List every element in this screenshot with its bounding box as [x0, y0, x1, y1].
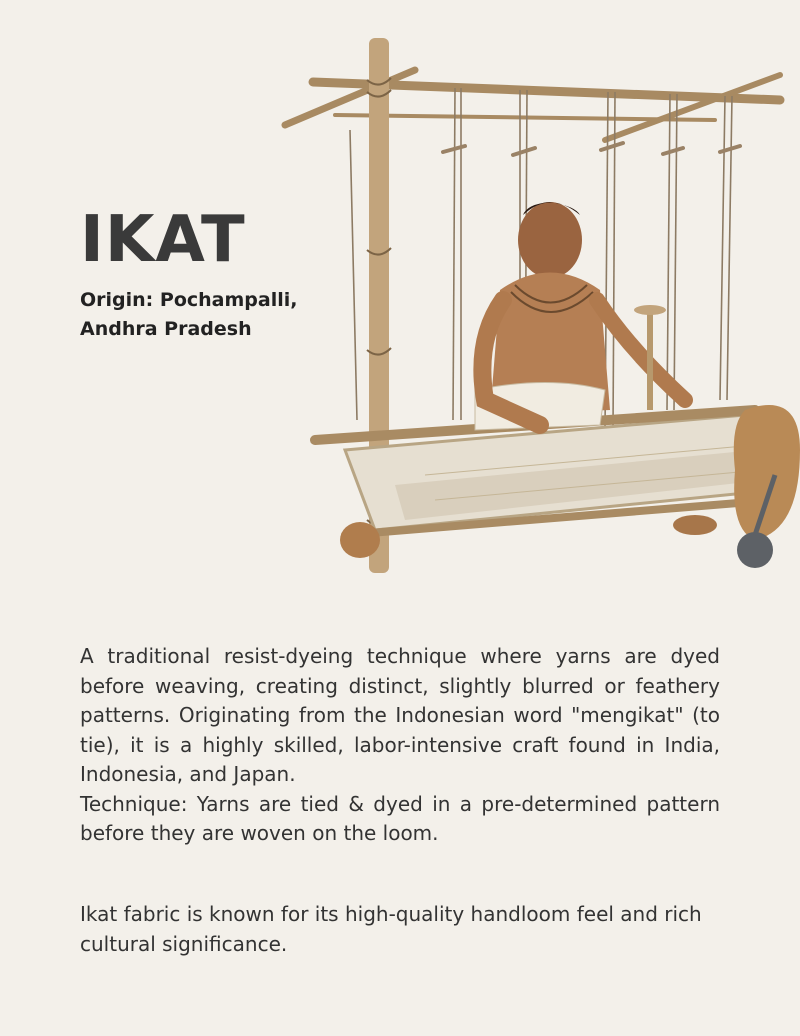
technique-paragraph: Technique: Yarns are tied & dyed in a pre-determined pattern before they are woven on the loom.	[80, 791, 720, 845]
page-title: IKAT	[80, 203, 246, 277]
weaver-loom-illustration	[275, 30, 800, 590]
description-paragraph: A traditional resist-dyeing technique where yarns are dyed before weaving, creating distinct, slightly blurred or feathery patterns. Originating from the Indonesian word "mengikat" (to tie), it is a highly skilled, labor-intensive craft found in India, Indonesia, and Japan.	[80, 644, 720, 786]
description-block	[80, 642, 720, 849]
origin-label: Origin: Pochampalli, Andhra Pradesh	[80, 289, 298, 340]
closing-paragraph: Ikat fabric is known for its high-quality handloom feel and rich cultural significance.	[80, 902, 702, 956]
